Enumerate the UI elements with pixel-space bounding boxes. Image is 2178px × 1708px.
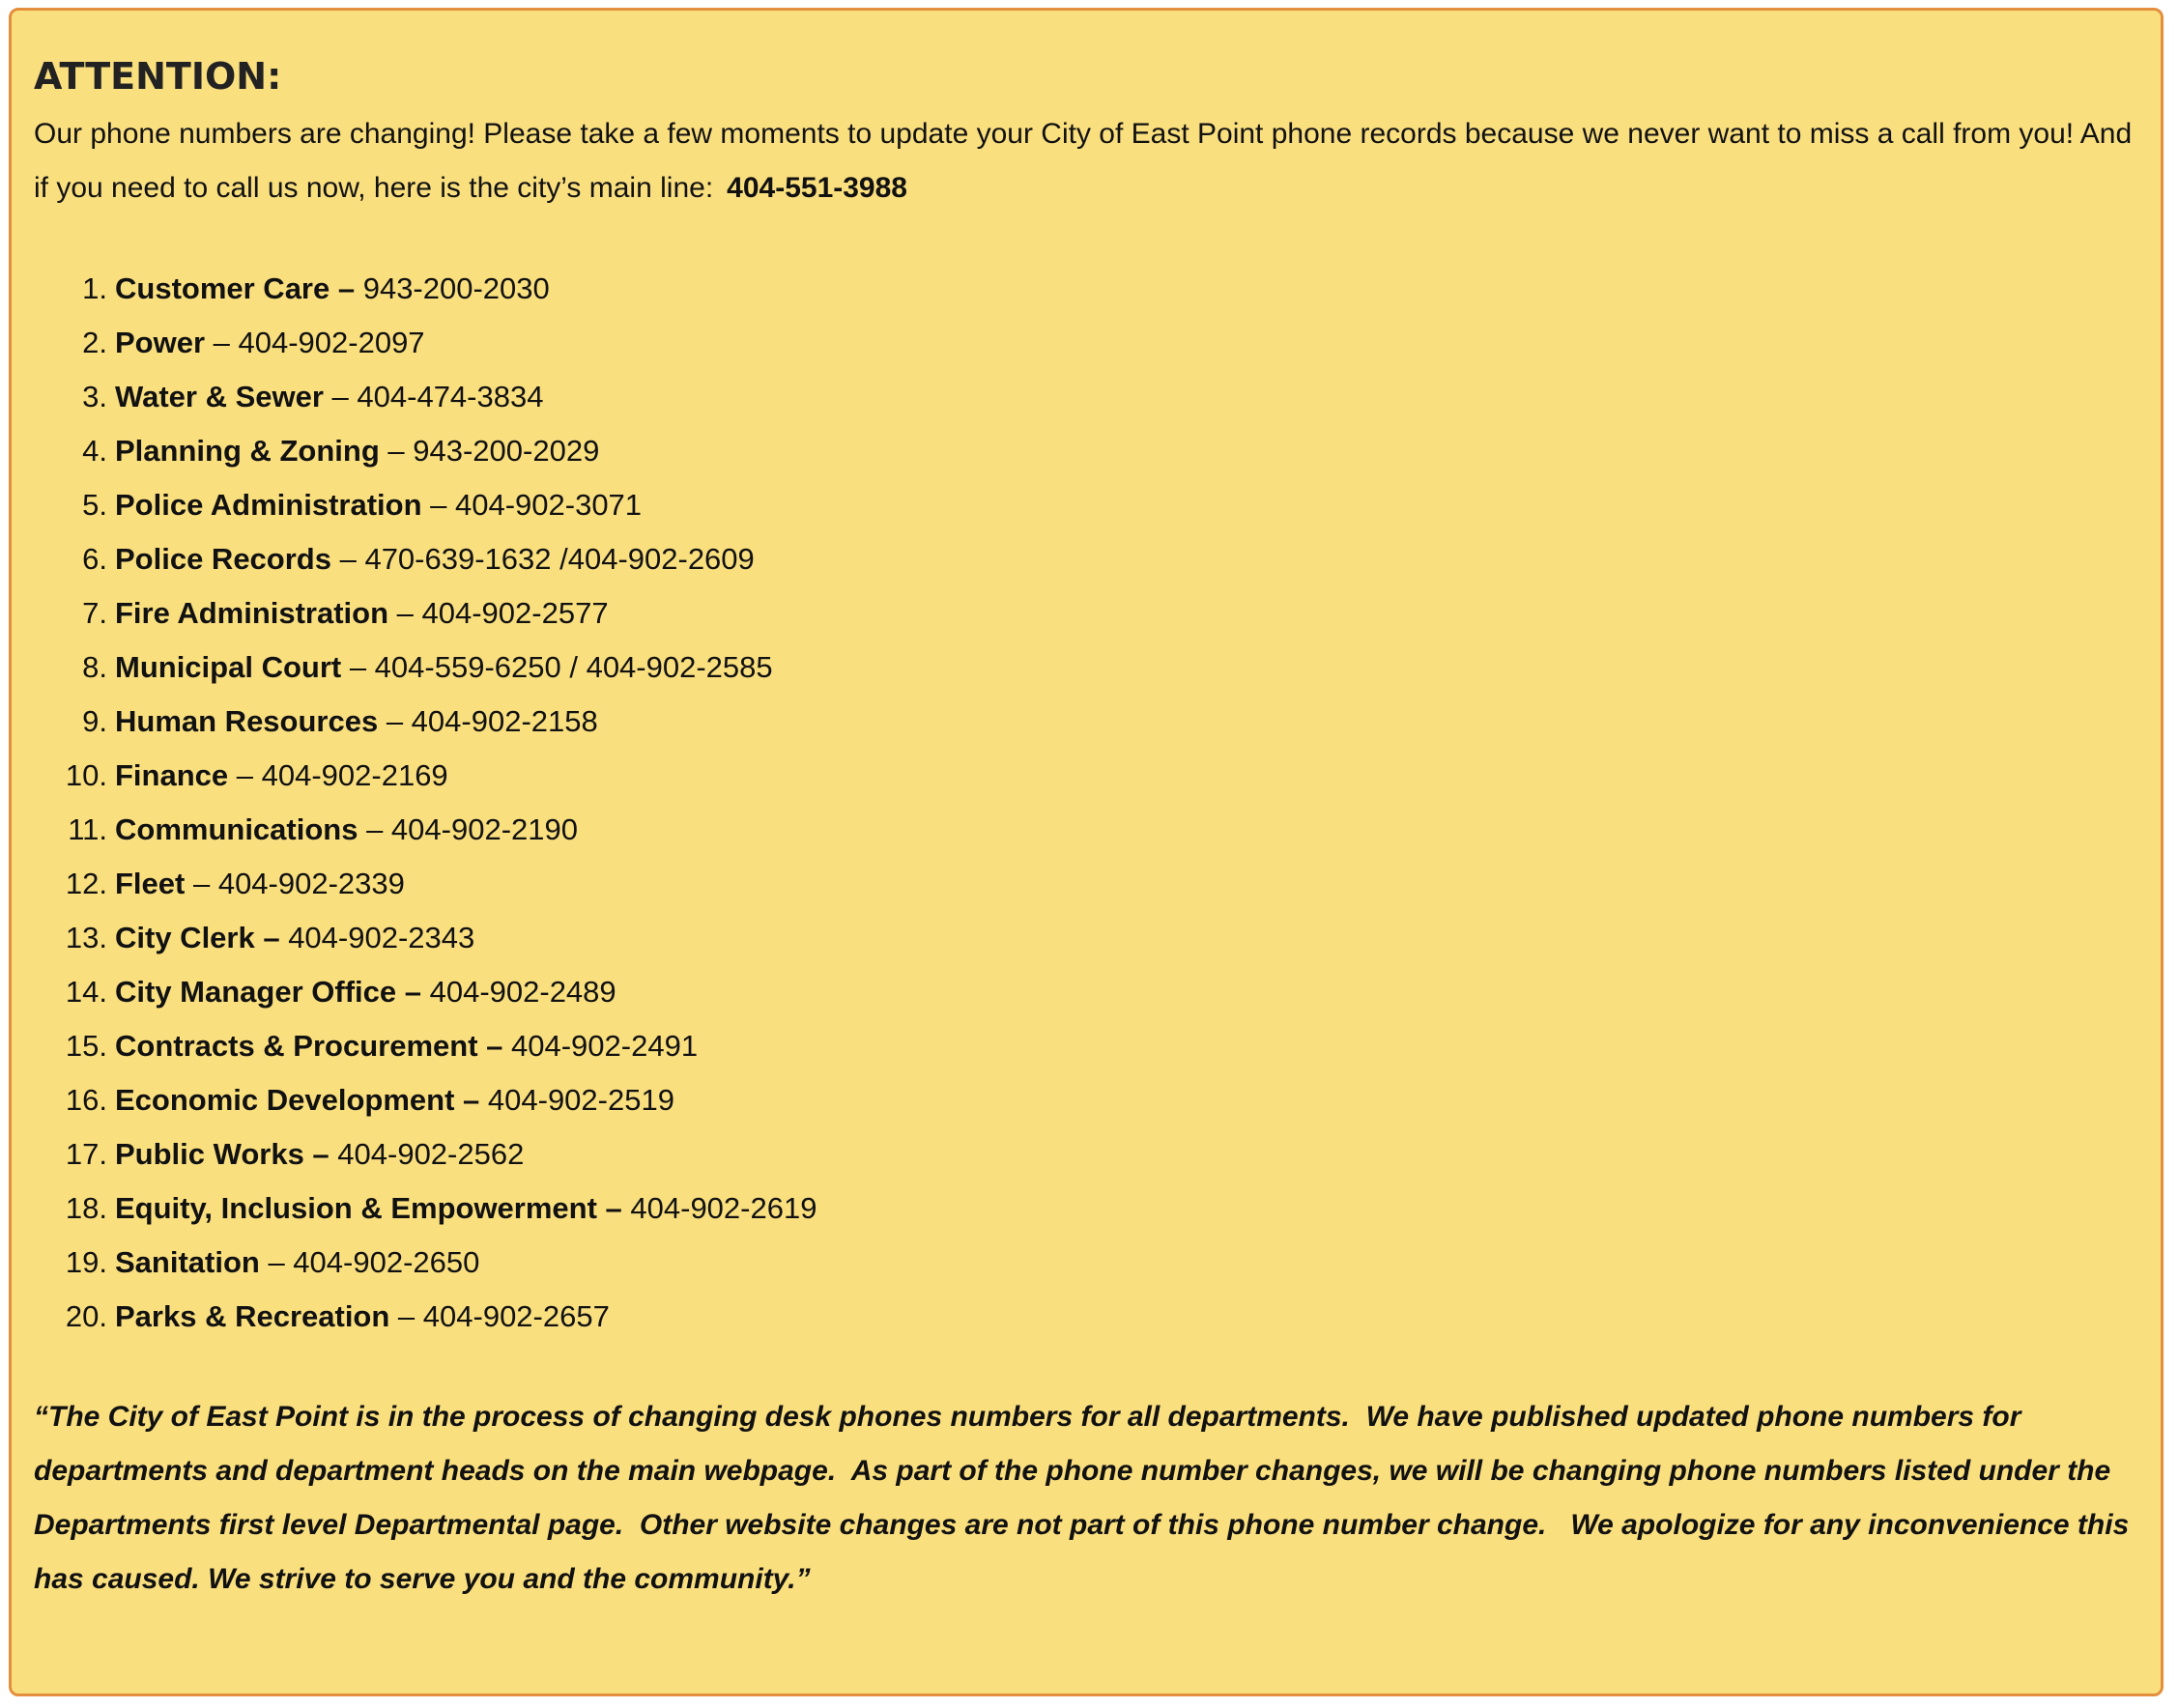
department-list-item	[34, 316, 2138, 370]
attention-notice-box	[9, 8, 2164, 1696]
department-name: Fleet	[115, 867, 186, 900]
list-item-number: 16.	[65, 1083, 107, 1117]
list-item-number: 17.	[65, 1137, 107, 1171]
department-list-item	[34, 1181, 2138, 1236]
list-item-number: 4.	[82, 434, 107, 468]
department-phone: – 404-902-2190	[358, 812, 578, 846]
department-phone: 404-902-2519	[479, 1083, 674, 1117]
department-name: Parks & Recreation	[115, 1299, 390, 1333]
list-item-content	[115, 965, 616, 1019]
department-name: Police Records	[115, 542, 331, 576]
list-item-number: 6.	[82, 542, 107, 576]
department-list-item	[34, 965, 2138, 1019]
department-name: Planning & Zoning	[115, 434, 380, 468]
department-phone: – 404-902-2097	[205, 326, 425, 359]
list-item-content	[115, 1127, 524, 1181]
department-list-item	[34, 1073, 2138, 1127]
list-item-content	[115, 640, 773, 695]
main-line-phone: 404-551-3988	[727, 172, 907, 204]
department-list-item	[34, 532, 2138, 586]
department-phone: – 470-639-1632 /404-902-2609	[330, 542, 755, 576]
list-item-content	[115, 1290, 610, 1344]
list-item-content	[115, 1019, 698, 1073]
city-statement: “The City of East Point is in the process of changing desk phones numbers for all departments. We have published updated phone numbers for departments and department heads on the main webpage. As part of the phone number changes, we will be changing phone numbers listed under the Departments first level Departmental page. Other website changes are not part of this phone number change. We apologize for any inconvenience this has caused. We strive to serve you and the community.”	[34, 1401, 2130, 1595]
department-phone: 404-902-2489	[420, 975, 616, 1009]
department-list-item	[34, 1290, 2138, 1344]
list-item-content	[115, 803, 578, 857]
department-name: Economic Development –	[115, 1083, 480, 1117]
list-item-content	[115, 478, 642, 532]
department-list-item	[34, 803, 2138, 857]
department-list-item	[34, 586, 2138, 640]
department-phone: – 404-902-2650	[259, 1245, 480, 1279]
department-phone: 404-902-2491	[502, 1029, 699, 1063]
department-name: Contracts & Procurement –	[115, 1029, 503, 1063]
department-phone: – 404-559-6250 / 404-902-2585	[341, 650, 773, 684]
department-name: Municipal Court	[115, 650, 342, 684]
department-phone: – 404-902-2339	[185, 867, 405, 900]
list-item-number: 7.	[82, 596, 107, 630]
list-item-number: 2.	[82, 326, 107, 359]
list-item-number: 5.	[82, 488, 107, 522]
list-item-number: 18.	[65, 1191, 107, 1225]
department-name: Sanitation	[115, 1245, 260, 1279]
list-item-content	[115, 586, 609, 640]
list-item-content	[115, 316, 425, 370]
list-item-content	[115, 424, 599, 478]
department-phone: – 943-200-2029	[379, 434, 600, 468]
list-item-content	[115, 911, 474, 965]
department-phone: – 404-902-2169	[228, 758, 448, 792]
list-item-number: 1.	[82, 271, 107, 305]
list-item-number: 10.	[65, 758, 107, 792]
list-item-number: 20.	[65, 1299, 107, 1333]
notice-heading: ATTENTION:	[34, 55, 282, 98]
department-name: Power	[115, 326, 206, 359]
list-item-content	[115, 1236, 479, 1290]
department-list-item	[34, 370, 2138, 424]
department-list-item	[34, 749, 2138, 803]
department-list-item	[34, 262, 2138, 316]
department-phone-list	[34, 262, 2138, 1344]
intro-paragraph	[34, 107, 2138, 215]
department-name: Water & Sewer	[115, 380, 324, 413]
list-item-number: 8.	[82, 650, 107, 684]
department-name: Police Administration	[115, 488, 422, 522]
list-item-content	[115, 262, 550, 316]
department-list-item	[34, 695, 2138, 749]
list-item-number: 12.	[65, 867, 107, 900]
department-phone: 404-902-2619	[621, 1191, 817, 1225]
list-item-number: 9.	[82, 704, 107, 738]
department-phone: – 404-902-3071	[421, 488, 643, 522]
list-item-content	[115, 370, 543, 424]
department-phone: 404-902-2562	[329, 1137, 525, 1171]
list-item-content	[115, 749, 448, 803]
department-phone: – 404-902-2577	[388, 596, 609, 630]
list-item-number: 19.	[65, 1245, 107, 1279]
department-name: Fire Administration	[115, 596, 389, 630]
department-list-item	[34, 857, 2138, 911]
list-item-content	[115, 857, 405, 911]
department-list-item	[34, 1019, 2138, 1073]
intro-text: Our phone numbers are changing! Please take a few moments to update your City of East Point phone records because we never want to miss a call from you! And if you need to call us now, here is the city’s main line:	[34, 118, 2133, 204]
department-list-item	[34, 1236, 2138, 1290]
department-name: Communications	[115, 812, 358, 846]
list-item-number: 11.	[68, 812, 107, 846]
department-name: Public Works –	[115, 1137, 330, 1171]
list-item-number: 14.	[65, 975, 107, 1009]
list-item-content	[115, 1181, 817, 1236]
department-phone: 404-902-2343	[279, 921, 475, 954]
department-name: Finance	[115, 758, 229, 792]
department-name: Customer Care –	[115, 271, 356, 305]
list-item-content	[115, 532, 755, 586]
list-item-number: 13.	[65, 921, 107, 954]
department-list-item	[34, 640, 2138, 695]
department-list-item	[34, 424, 2138, 478]
department-phone: – 404-902-2657	[389, 1299, 610, 1333]
department-name: City Clerk –	[115, 921, 280, 954]
department-name: City Manager Office –	[115, 975, 421, 1009]
department-phone: – 404-474-3834	[323, 380, 544, 413]
department-list-item	[34, 478, 2138, 532]
department-phone: 943-200-2030	[355, 271, 550, 305]
department-phone: – 404-902-2158	[378, 704, 598, 738]
department-name: Human Resources	[115, 704, 379, 738]
list-item-number: 3.	[82, 380, 107, 413]
department-name: Equity, Inclusion & Empowerment –	[115, 1191, 622, 1225]
list-item-content	[115, 1073, 674, 1127]
list-item-content	[115, 695, 598, 749]
department-list-item	[34, 911, 2138, 965]
list-item-number: 15.	[65, 1029, 107, 1063]
department-list-item	[34, 1127, 2138, 1181]
